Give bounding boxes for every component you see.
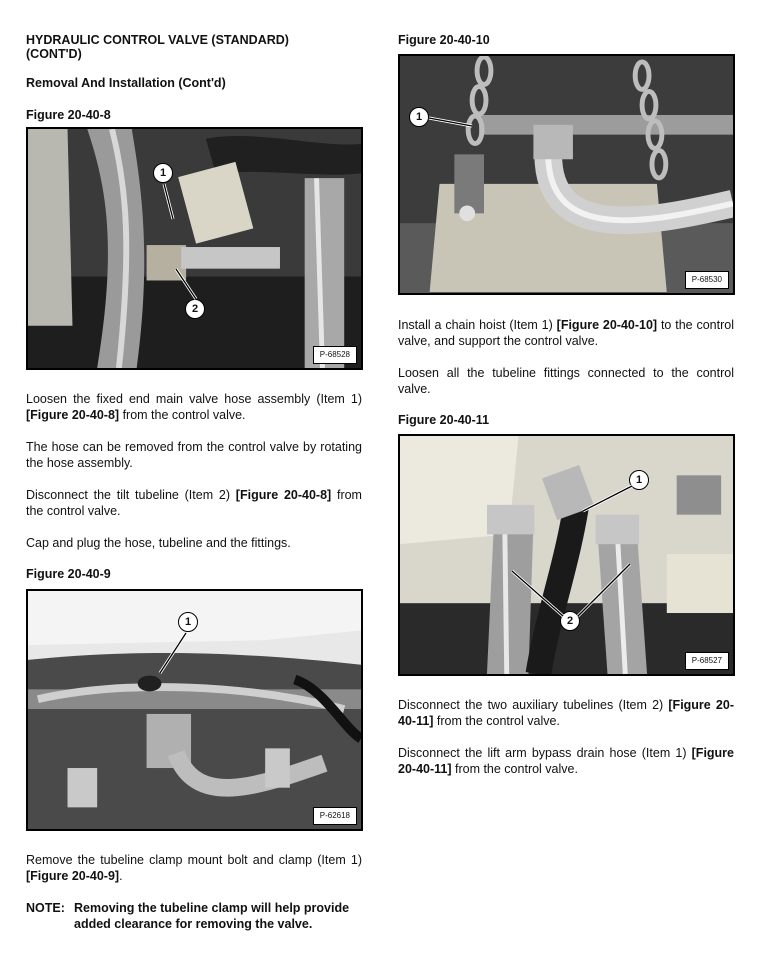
figure-reference: [Figure 20-40-8] — [235, 488, 332, 502]
photo-id-label: P-68527 — [685, 652, 729, 670]
note-text: Removing the tubeline clamp will help provide added clearance for removing the valve. — [74, 901, 350, 931]
callout-2: 2 — [560, 611, 580, 631]
figure-caption-10: Figure 20-40-10 — [398, 33, 490, 47]
step-loosen-fittings: Loosen all the tubeline fittings connected to the control valve. — [398, 366, 734, 396]
figure-photo-10 — [398, 54, 735, 295]
figure-reference: [Figure 20-40-10] — [556, 318, 658, 332]
callout-1: 1 — [153, 163, 173, 183]
callout-1: 1 — [178, 612, 198, 632]
photo-id-label: P-62618 — [313, 807, 357, 825]
step-loosen-hose: Loosen the fixed end main valve hose assembly (Item 1) [Figure 20-40-8] from the control valve. — [26, 392, 362, 422]
figure-reference: [Figure 20-40-11] — [398, 746, 734, 776]
photo-id-label: P-68528 — [313, 346, 357, 364]
callout-1: 1 — [409, 107, 429, 127]
step-disconnect-aux: Disconnect the two auxiliary tubelines (Item 2) [Figure 20-40-11] from the control valve. — [398, 698, 734, 728]
callout-2: 2 — [185, 299, 205, 319]
figure-photo-11 — [398, 434, 735, 676]
figure-caption-8: Figure 20-40-8 — [26, 108, 111, 122]
step-cap-plug: Cap and plug the hose, tubeline and the fittings. — [26, 536, 291, 550]
callout-arrows — [28, 591, 363, 831]
callout-arrows — [400, 436, 735, 676]
figure-caption-9: Figure 20-40-9 — [26, 567, 111, 581]
figure-photo-8 — [26, 127, 363, 370]
step-remove-clamp: Remove the tubeline clamp mount bolt and clamp (Item 1) [Figure 20-40-9]. — [26, 853, 362, 883]
figure-reference: [Figure 20-40-9] — [26, 869, 120, 883]
figure-photo-9 — [26, 589, 363, 831]
step-remove-hose: The hose can be removed from the control valve by rotating the hose assembly. — [26, 440, 362, 470]
page-title: HYDRAULIC CONTROL VALVE (STANDARD) (CONT'D) — [26, 33, 289, 61]
callout-1: 1 — [629, 470, 649, 490]
note-block — [26, 900, 366, 934]
step-disconnect-drain: Disconnect the lift arm bypass drain hose (Item 1) [Figure 20-40-11] from the control valve. — [398, 746, 734, 776]
figure-reference: [Figure 20-40-8] — [26, 408, 120, 422]
note-label: NOTE: — [26, 901, 65, 915]
callout-arrows — [28, 129, 363, 370]
section-subtitle: Removal And Installation (Cont'd) — [26, 76, 226, 90]
figure-reference: [Figure 20-40-11] — [398, 698, 734, 728]
photo-id-label: P-68530 — [685, 271, 729, 289]
figure-caption-11: Figure 20-40-11 — [398, 413, 490, 427]
step-install-hoist: Install a chain hoist (Item 1) [Figure 20-40-10] to the control valve, and support the control valve. — [398, 318, 734, 348]
step-disconnect-tilt: Disconnect the tilt tubeline (Item 2) [Figure 20-40-8] from the control valve. — [26, 488, 362, 518]
callout-arrows — [400, 56, 735, 295]
